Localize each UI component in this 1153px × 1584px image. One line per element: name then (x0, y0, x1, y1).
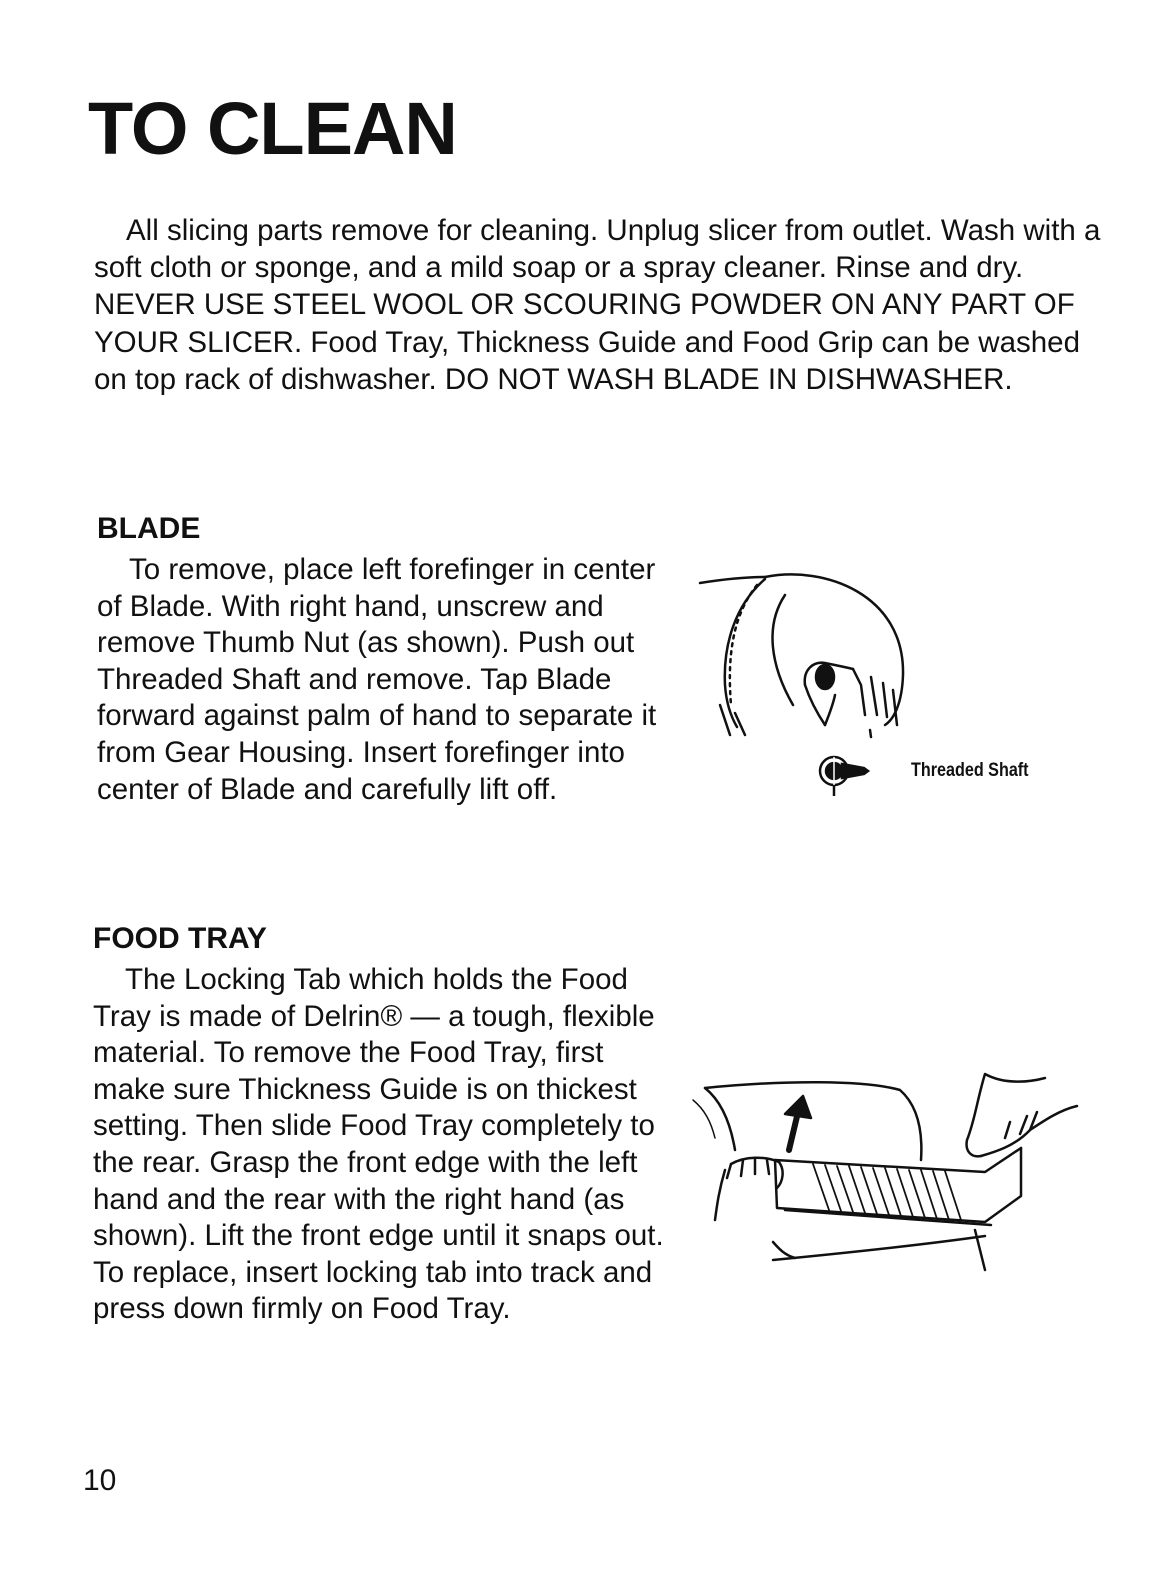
food-tray-heading: FOOD TRAY (93, 922, 267, 955)
blade-instructions: To remove, place left forefinger in center of Blade. With right hand, unscrew and remove Thumb Nut (as shown). Push out Threaded Shaft and remove. Tap Blade forward against palm of hand to separate it from Gear Housing. Insert forefinger into center of Blade and carefully lift off. (97, 553, 657, 806)
page-number: 10 (83, 1464, 117, 1497)
blade-removal-illustration (695, 565, 925, 745)
threaded-shaft-label: Threaded Shaft (911, 760, 1029, 781)
threaded-shaft-icon (812, 742, 874, 800)
blade-heading: BLADE (97, 512, 201, 545)
intro-paragraph: All slicing parts remove for cleaning. Unplug slicer from outlet. Wash with a soft cloth or sponge, and a mild soap or a spray cleaner. Rinse and dry. NEVER USE STEEL WOOL OR SCOURING POWDER ON ANY PART OF YOUR SLICER. Food Tray, Thickness Guide and Food Grip can be washed on top rack of dishwasher. DO NOT WASH BLADE IN DISHWASHER. (94, 214, 1101, 396)
page-title: TO CLEAN (88, 87, 457, 170)
food-tray-instructions: The Locking Tab which holds the Food Tray is made of Delrin® — a tough, flexible material. To remove the Food Tray, first make sure Thickness Guide is on thickest setting. Then slide Food Tray completely to the rear. Grasp the front edge with the left hand and the rear with the right hand (as shown). Lift the front edge until it snaps out. To replace, insert locking tab into track and press down firmly on Food Tray. (93, 963, 664, 1326)
food-tray-removal-illustration (685, 1060, 1085, 1280)
